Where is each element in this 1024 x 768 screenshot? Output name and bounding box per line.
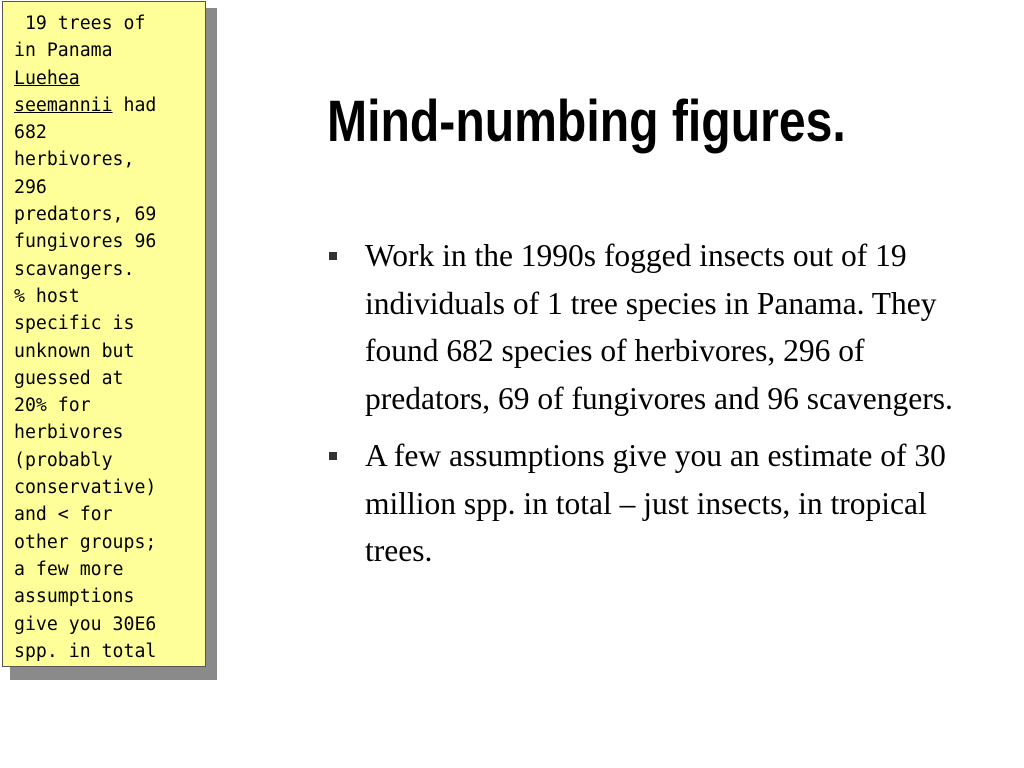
note-line: 20% for xyxy=(14,395,91,417)
note-line: assumptions xyxy=(14,586,135,608)
square-bullet-icon xyxy=(329,252,337,260)
note-line: predators, 69 xyxy=(14,204,157,226)
note-line: herbivores, xyxy=(14,149,135,171)
bullet-list xyxy=(327,232,967,585)
note-line: 296 xyxy=(14,176,47,198)
note-line: % host xyxy=(14,285,80,307)
note-line: 682 xyxy=(14,122,47,144)
note-line: give you 30E6 xyxy=(14,613,157,635)
slide-title: Mind-numbing figures. xyxy=(327,89,846,154)
note-line: scavangers. xyxy=(14,258,135,280)
bullet-text: A few assumptions give you an estimate of 30 million spp. in total – just insects, in tropical trees. xyxy=(365,438,946,568)
note-line: specific is xyxy=(14,313,135,335)
note-line: 19 trees of xyxy=(14,13,146,34)
note-species-epithet: seemannii xyxy=(14,94,113,116)
note-line: spp. in total xyxy=(14,640,157,662)
note-line: guessed at xyxy=(14,367,124,389)
bullet-text: Work in the 1990s fogged insects out of 19 individuals of 1 tree species in Panama. They found 682 species of herbivores, 296 of predators, 69 of fungivores and 96 scavengers. xyxy=(365,238,953,416)
bullet-item xyxy=(327,432,967,575)
note-line: (probably xyxy=(14,449,113,471)
note-line: and < for xyxy=(14,504,113,526)
note-line: unknown but xyxy=(14,340,135,362)
speaker-note xyxy=(2,1,206,667)
note-line: in Panama xyxy=(14,40,113,62)
note-line: conservative) xyxy=(14,477,157,499)
note-line: herbivores xyxy=(14,422,124,444)
note-line: a few more xyxy=(14,558,124,580)
note-line: fungivores 96 xyxy=(14,231,157,253)
note-line: other groups; xyxy=(14,531,157,553)
note-species-genus: Luehea xyxy=(14,67,80,89)
bullet-item xyxy=(327,232,967,422)
note-line: had xyxy=(112,94,157,116)
square-bullet-icon xyxy=(329,452,337,460)
